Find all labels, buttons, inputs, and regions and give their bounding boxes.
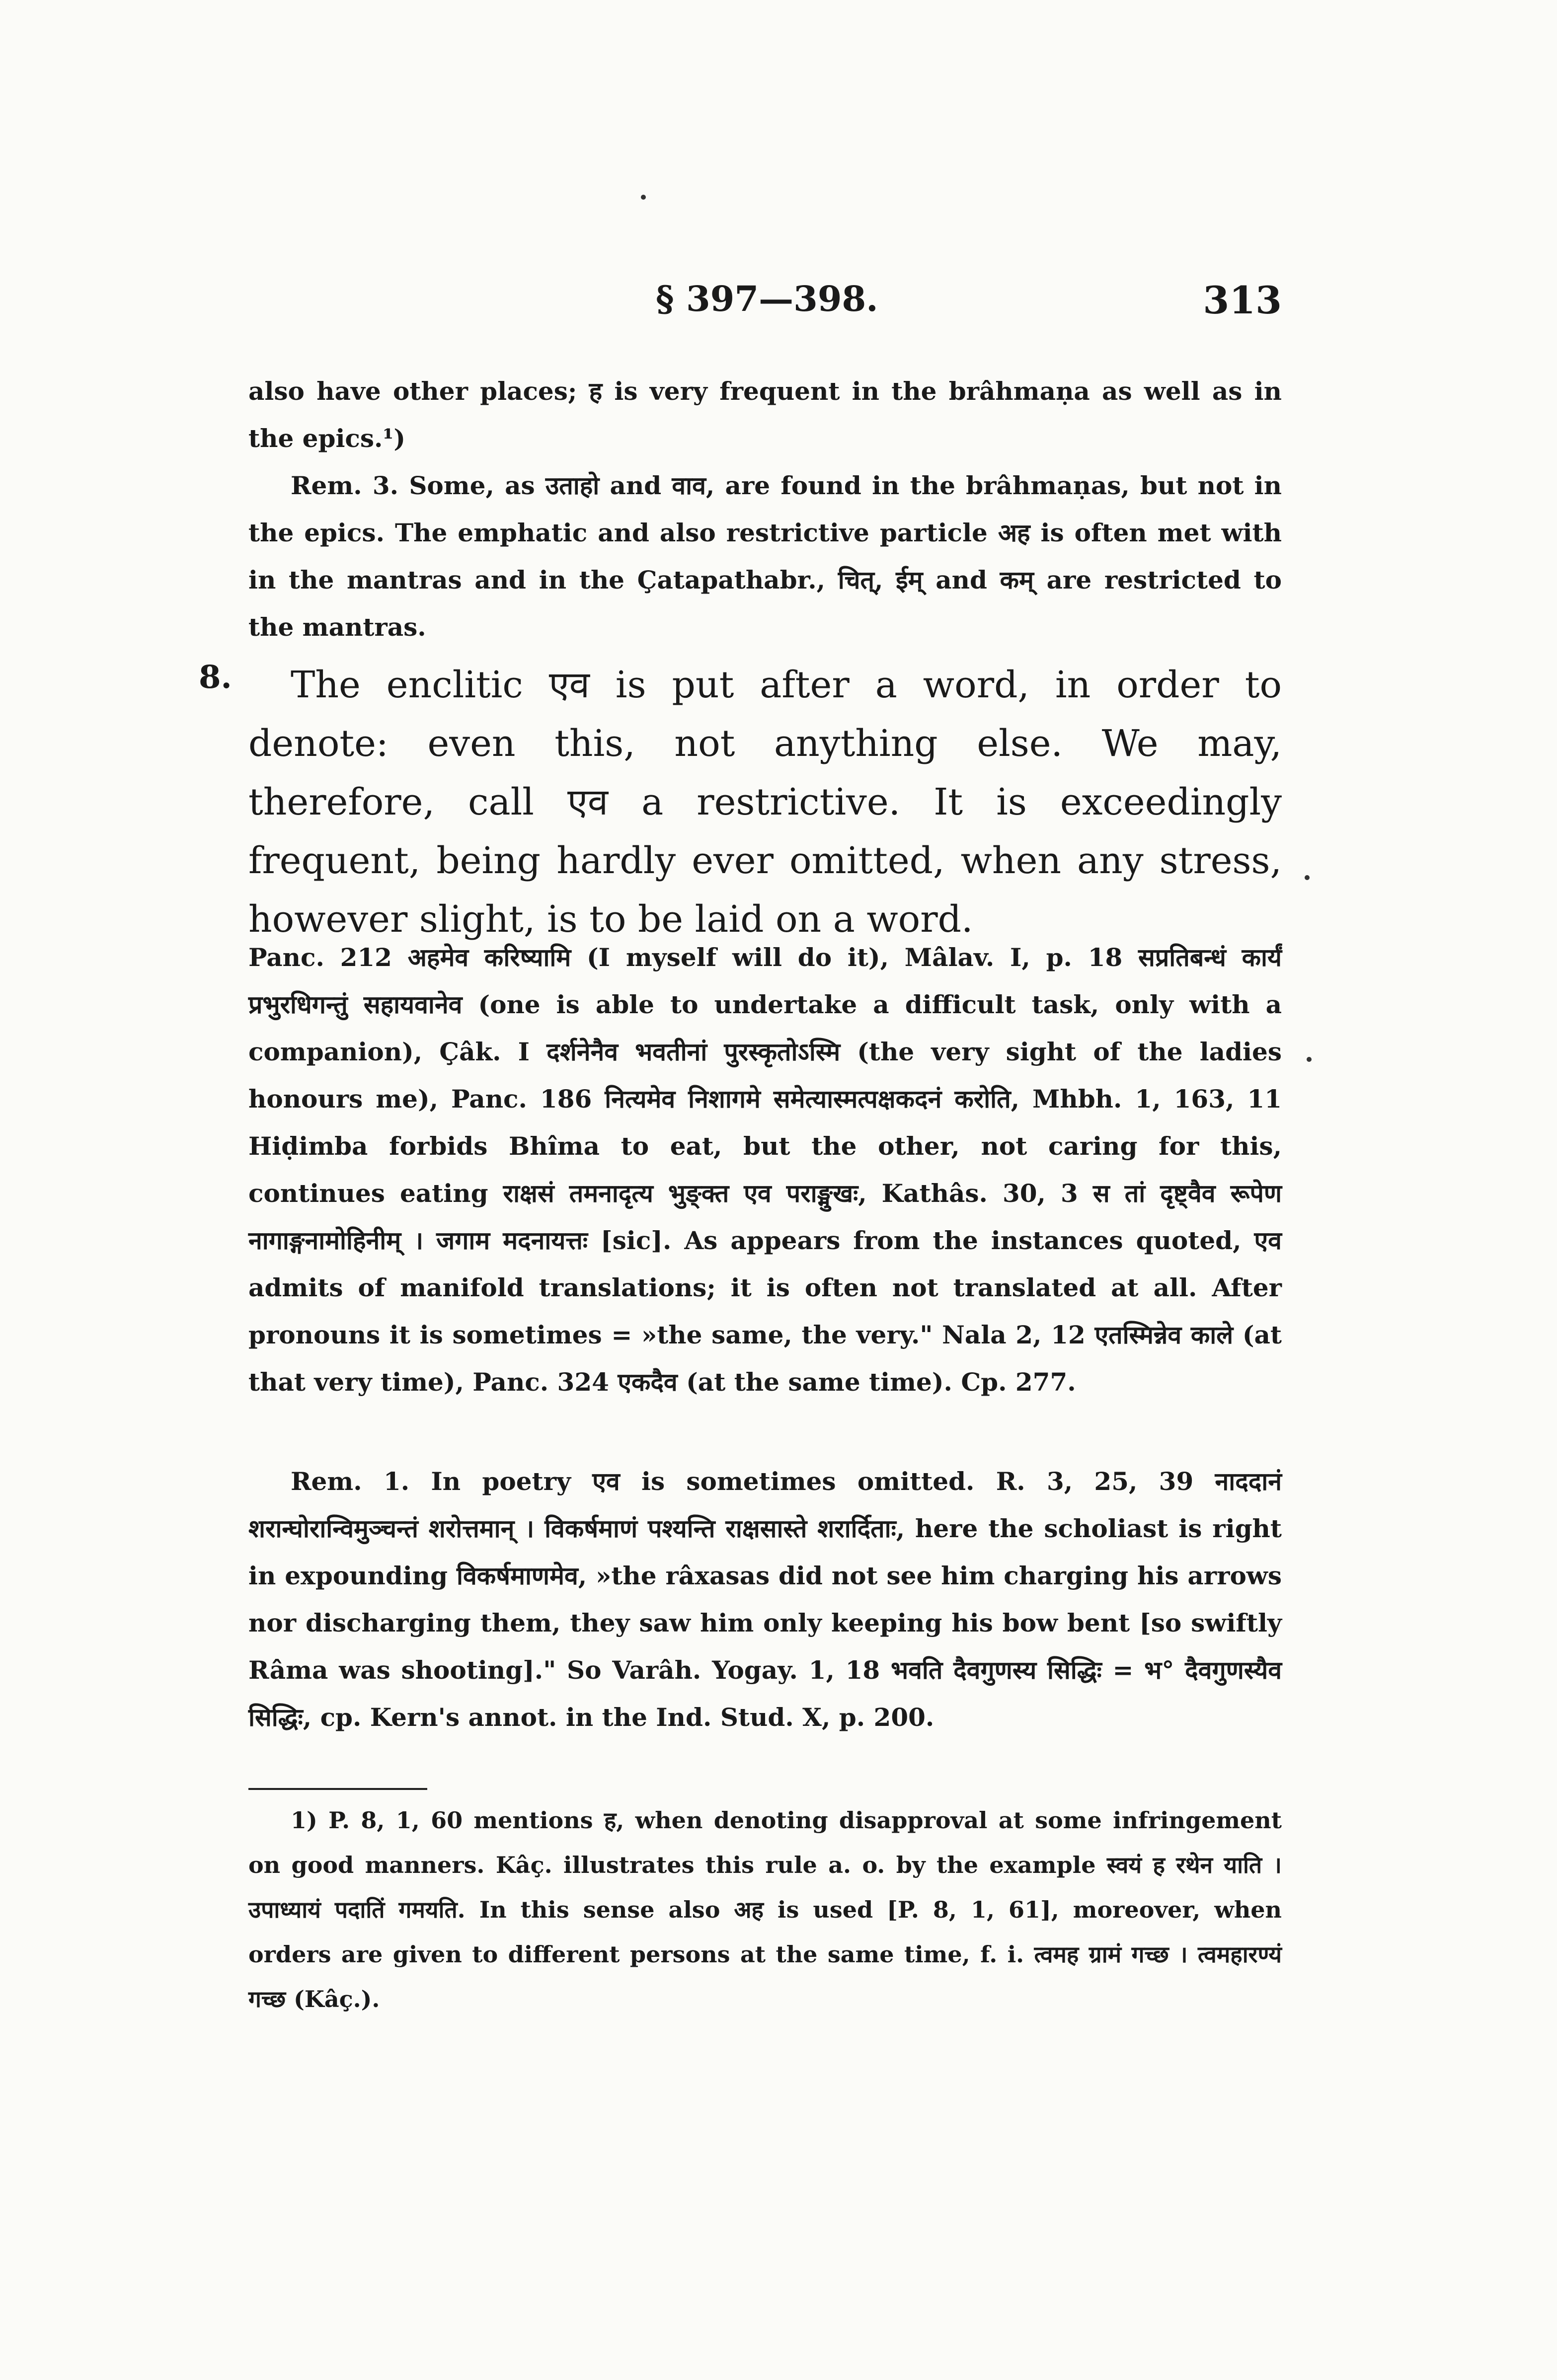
footnote-rule bbox=[248, 1788, 427, 1790]
rem3-paragraph: Rem. 3. Some, as उताहो and वाव, are found in the brâhmaṇas, but not in the epics. The emphatic and also restrictive particle अह is often met with in the mantras and in the Çatapathabr., चित्, ईम् and कम् are restricted to the mantras. bbox=[248, 471, 1282, 642]
intro-paragraph: also have other places; ह is very frequent in the brâhmaṇa as well as in the epics.¹) bbox=[248, 376, 1282, 453]
running-header bbox=[248, 278, 1282, 323]
section-marker: 8. bbox=[199, 659, 232, 696]
page-number: 313 bbox=[1203, 278, 1282, 322]
examples-paragraph: Panc. 212 अहमेव करिष्यामि (I myself will do it), Mâlav. I, p. 18 सप्रतिबन्धं कार्यं प्रभुरधिगन्तुं सहायवानेव (one is able to undertake a difficult task, only with a companion), Çâk. I दर्शनेनैव भवतीनां पुरस्कृतोऽस्मि (the very sight of the ladies honours me), Panc. 186 नित्यमेव निशागमे समेत्यास्मत्पक्षकदनं करोति, Mhbh. 1, 163, 11 Hiḍimba forbids Bhîma to eat, but the other, not caring for this, continues eating राक्षसं तमनादृत्य भुङ्क्त एव पराङ्मुखः, Kathâs. 30, 3 स तां दृष्ट्वैव रूपेण नागाङ्गनामोहिनीम् । जगाम मदनायत्तः [sic]. As appears from the instances quoted, एव admits of manifold translations; it is often not translated at all. After pronouns it is sometimes = »the same, the very." Nala 2, 12 एतस्मिन्नेव काले (at that very time), Panc. 324 एकदैव (at the same time). Cp. 277. bbox=[248, 943, 1282, 1397]
speck-dot bbox=[1307, 1057, 1312, 1062]
examples-block bbox=[248, 934, 1282, 1406]
footnote-paragraph: 1) P. 8, 1, 60 mentions ह, when denoting disapproval at some infringement on good manners. Kâç. illustrates this rule a. o. by the example स्वयं ह रथेन याति । उपाध्यायं पदातिं गमयति. In this sense also अह is used [P. 8, 1, 61], moreover, when orders are given to different persons at the same time, f. i. त्वमह ग्रामं गच्छ । त्वमहारण्यं गच्छ (Kâç.). bbox=[248, 1807, 1282, 2012]
rem1-paragraph: Rem. 1. In poetry एव is sometimes omitted. R. 3, 25, 39 नाददानं शरान्घोरान्विमुञ्चन्तं शरोत्तमान् । विकर्षमाणं पश्यन्ति राक्षसास्ते शरार्दिताः, here the scholiast is right in expounding विकर्षमाणमेव, »the râxasas did not see him charging his arrows nor discharging them, they saw him only keeping his bow bent [so swiftly Râma was shooting]." So Varâh. Yogay. 1, 18 भवति दैवगुणस्य सिद्धिः = भ° दैवगुणस्यैव सिद्धिः, cp. Kern's annot. in the Ind. Stud. X, p. 200. bbox=[248, 1467, 1282, 1732]
rem3-block bbox=[248, 462, 1282, 651]
main-paragraph: The enclitic एव is put after a word, in order to denote: even this, not anything else. We may, therefore, call एव a restrictive. It is exceedingly frequent, being hardly ever omitted, when any stress, however slight, is to be laid on a word. bbox=[248, 664, 1282, 941]
speck-dot bbox=[641, 195, 646, 200]
speck-dot bbox=[1305, 875, 1310, 880]
footnote-block bbox=[248, 1798, 1282, 2021]
main-block bbox=[248, 656, 1282, 949]
rem1-block bbox=[248, 1458, 1282, 1741]
section-number: § 397—398. bbox=[656, 278, 878, 319]
intro-block bbox=[248, 368, 1282, 462]
